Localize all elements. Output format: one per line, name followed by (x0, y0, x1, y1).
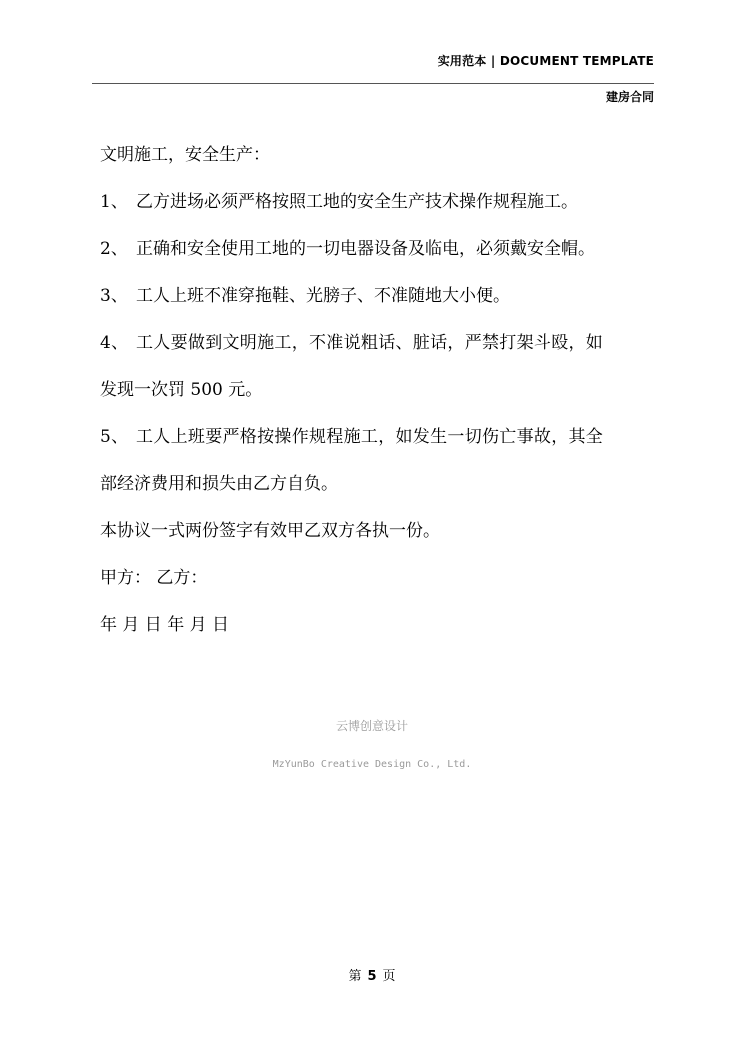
list-item (100, 190, 660, 214)
item-number: 5、 (100, 427, 129, 447)
page-suffix: 页 (382, 969, 396, 984)
item-number: 2、 (100, 239, 128, 259)
parties-line: 甲方： 乙方： (100, 568, 208, 588)
header-subtitle: 建房合同 (605, 90, 654, 104)
page-header (92, 50, 654, 128)
item-text: 工人上班不准穿拖鞋、光膀子、不准随地大小便。 (136, 286, 510, 306)
company-name-cn: 云博创意设计 (335, 719, 408, 733)
header-divider (92, 83, 654, 84)
page-prefix: 第 (348, 969, 362, 984)
list-item (100, 237, 660, 261)
list-item (100, 425, 660, 449)
item-text: 工人要做到文明施工，不准说粗话、脏话，严禁打架斗殴，如 (136, 333, 604, 353)
item-text: 正确和安全使用工地的一切电器设备及临电，必须戴安全帽。 (136, 239, 595, 259)
item-text: 乙方进场必须严格按照工地的安全生产技术操作规程施工。 (136, 192, 578, 212)
item-number: 4、 (100, 333, 129, 353)
document-body (100, 143, 660, 637)
item-number: 3、 (100, 286, 128, 306)
list-item (100, 331, 660, 355)
item-continuation: 部经济费用和损失由乙方自负。 (100, 474, 338, 494)
page-footer (0, 965, 744, 984)
agreement-text: 本协议一式两份签字有效甲乙双方各执一份。 (100, 521, 440, 541)
page-number: 5 (367, 969, 377, 984)
header-title: 实用范本 | DOCUMENT TEMPLATE (437, 54, 654, 68)
item-text: 工人上班要严格按操作规程施工，如发生一切伤亡事故，其全 (136, 427, 604, 447)
item-number: 1、 (100, 192, 128, 212)
item-continuation: 发现一次罚 500 元。 (100, 380, 263, 400)
section-heading: 文明施工，安全生产： (100, 145, 270, 165)
list-item (100, 284, 660, 308)
company-name-en: MzYunBo Creative Design Co., Ltd. (272, 759, 472, 770)
date-line: 年 月 日 年 月 日 (100, 615, 230, 635)
